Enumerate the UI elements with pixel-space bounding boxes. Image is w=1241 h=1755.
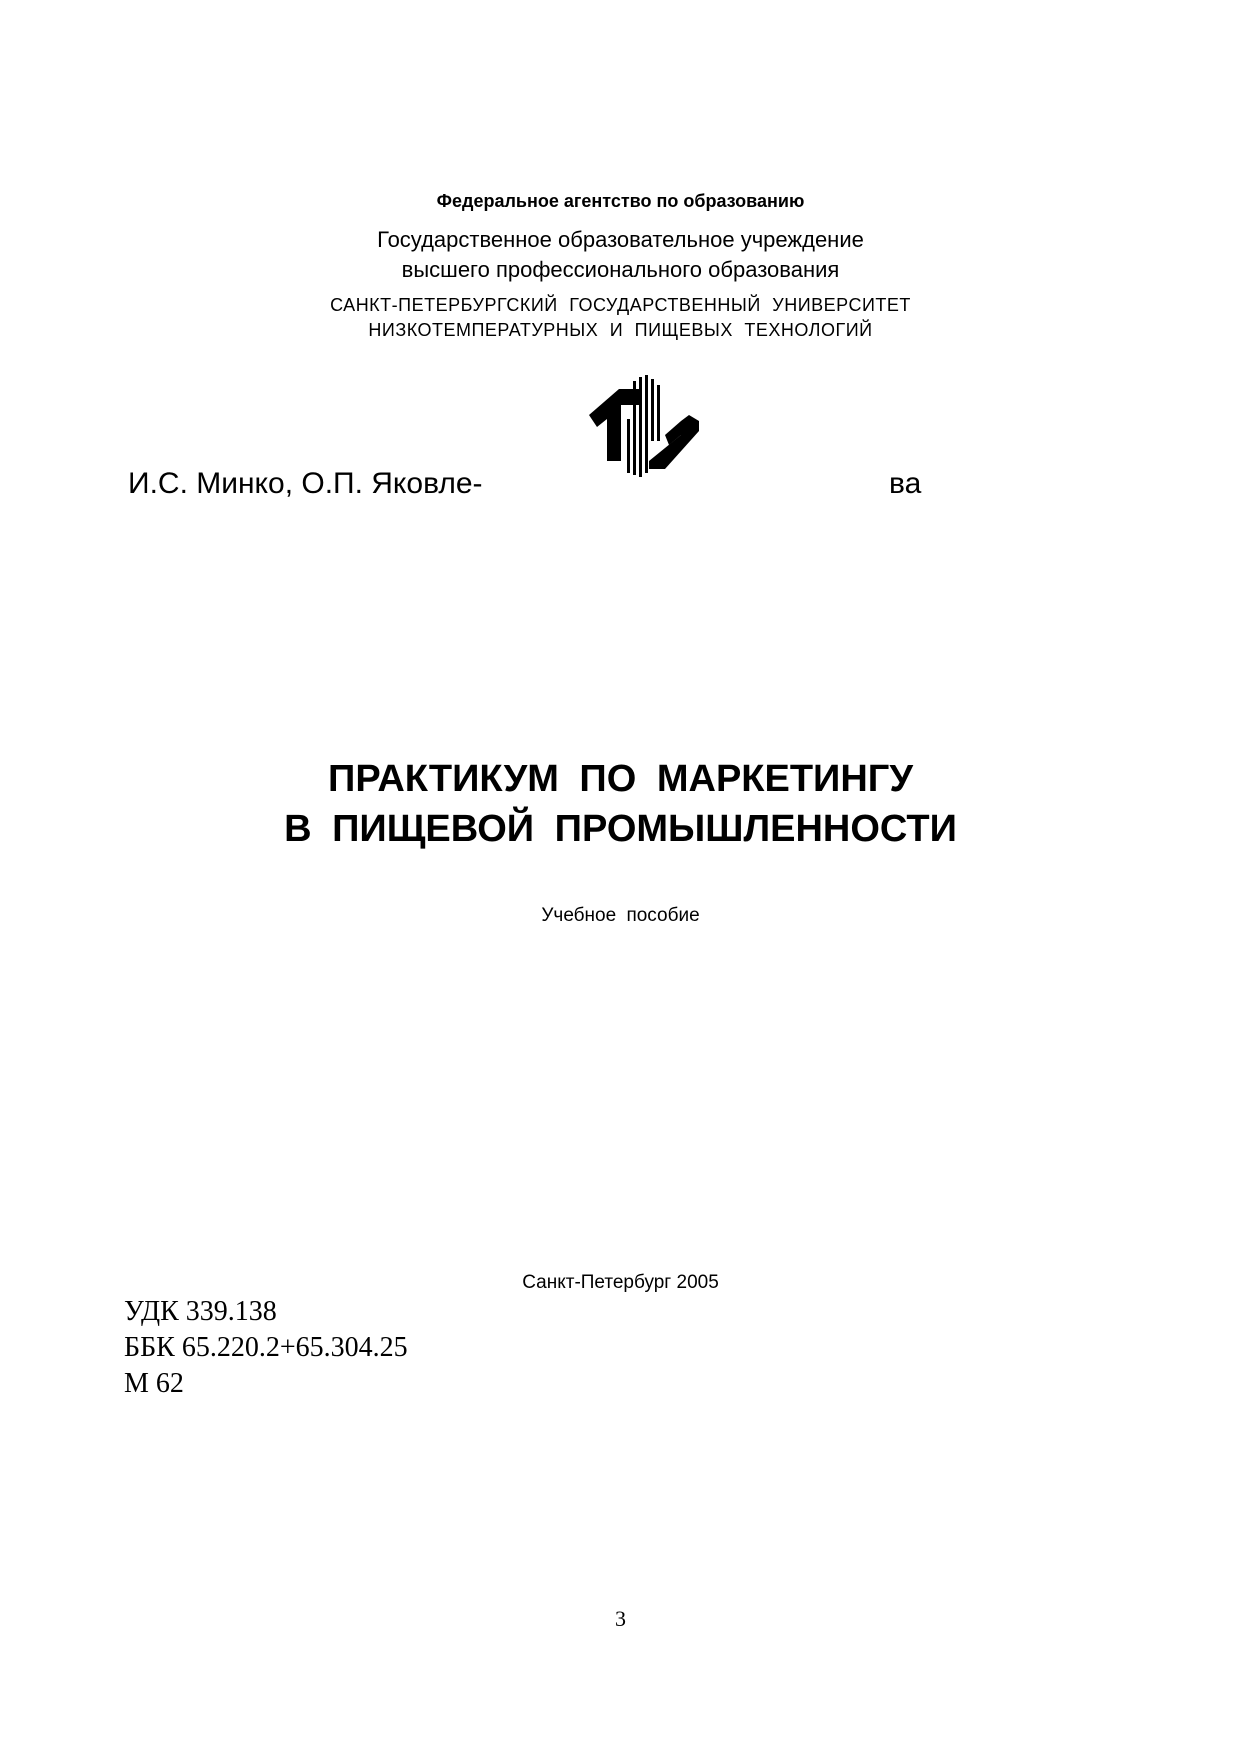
book-title-line-2: В ПИЩЕВОЙ ПРОМЫШЛЕННОСТИ bbox=[284, 808, 957, 850]
imprint-city-year: Санкт-Петербург 2005 bbox=[522, 1272, 719, 1293]
university-name-line-2: НИЗКОТЕМПЕРАТУРНЫХ И ПИЩЕВЫХ ТЕХНОЛОГИЙ bbox=[368, 320, 873, 340]
institution-line-2: высшего профессионального образования bbox=[401, 257, 840, 282]
authors-part-2: ва bbox=[889, 467, 922, 500]
author-mark: М 62 bbox=[124, 1368, 184, 1399]
bbk-code: ББК 65.220.2+65.304.25 bbox=[124, 1332, 408, 1363]
page-number: 3 bbox=[615, 1606, 626, 1631]
university-name-line-1: САНКТ-ПЕТЕРБУРГСКИЙ ГОСУДАРСТВЕННЫЙ УНИВЕРСИТЕТ bbox=[330, 295, 911, 315]
book-title-line-1: ПРАКТИКУМ ПО МАРКЕТИНГУ bbox=[328, 758, 913, 800]
book-subtitle: Учебное пособие bbox=[541, 905, 700, 926]
agency-name: Федеральное агентство по образованию bbox=[436, 191, 805, 211]
institution-line-1: Государственное образовательное учреждение bbox=[377, 227, 864, 252]
udk-code: УДК 339.138 bbox=[124, 1296, 277, 1327]
authors-part-1: И.С. Минко, О.П. Яковле- bbox=[128, 467, 483, 500]
university-emblem-icon bbox=[589, 375, 699, 477]
